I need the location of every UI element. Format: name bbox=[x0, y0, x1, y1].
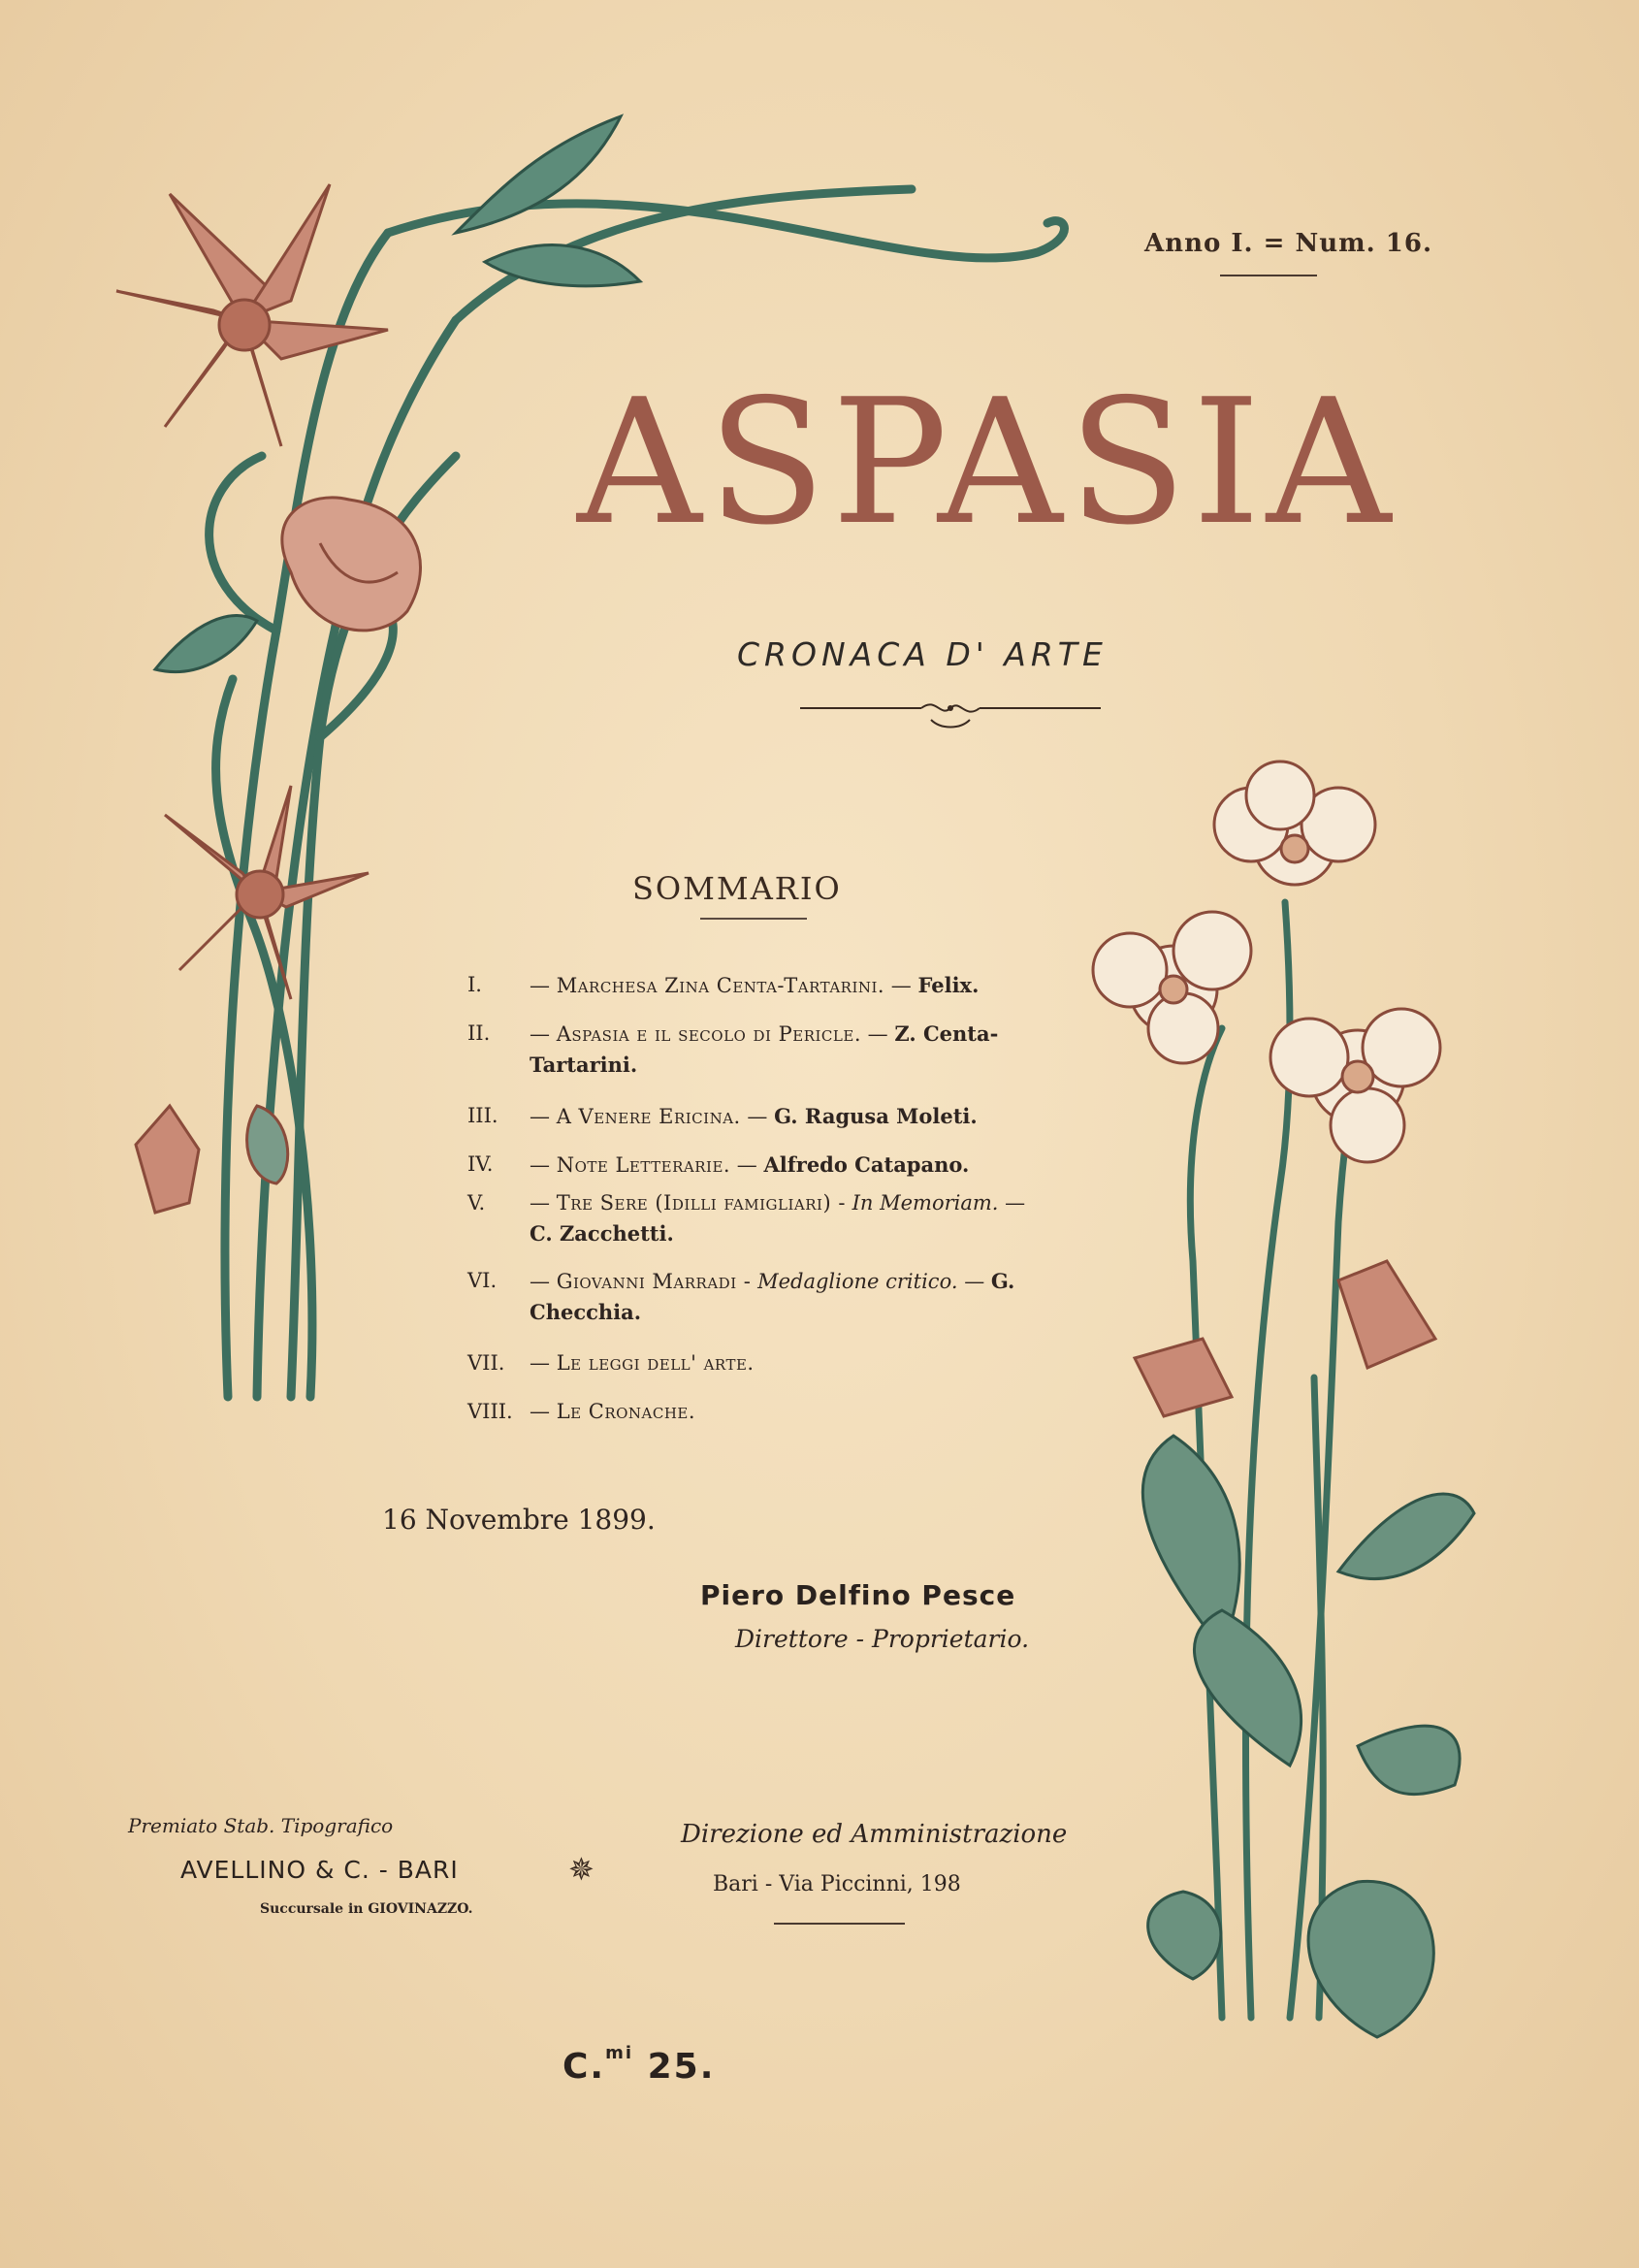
summary-heading: SOMMARIO bbox=[632, 870, 842, 907]
administration-address: Bari - Via Piccinni, 198 bbox=[713, 1872, 961, 1896]
summary-rule bbox=[700, 918, 807, 920]
toc-title: Note Letterarie. bbox=[556, 1153, 731, 1177]
toc-number: V. bbox=[467, 1191, 486, 1215]
printer-branch: Succursale in GIOVINAZZO. bbox=[260, 1901, 473, 1917]
toc-author: C. Zacchetti. bbox=[530, 1221, 674, 1246]
toc-note: Medaglione critico. bbox=[757, 1270, 958, 1293]
toc-title: Aspasia e il secolo di Pericle. bbox=[556, 1022, 861, 1046]
star-ornament-icon: ✵ bbox=[568, 1851, 595, 1888]
toc-author: Felix. bbox=[917, 973, 980, 997]
toc-author: G. Ragusa Moleti. bbox=[774, 1104, 978, 1128]
toc-title: Marchesa Zina Centa-Tartarini. bbox=[556, 974, 885, 997]
white-flower-left bbox=[1093, 912, 1251, 1063]
toc-title: Tre Sere (Idilli famigliari) - bbox=[556, 1191, 846, 1215]
masthead-title: ASPASIA bbox=[577, 362, 1398, 563]
white-flower-right bbox=[1270, 1009, 1440, 1162]
toc-author: Alfredo Catapano. bbox=[763, 1152, 970, 1177]
bell-flowers-right bbox=[1135, 1261, 1435, 1416]
issue-number: Anno I. = Num. 16. bbox=[1144, 229, 1432, 258]
toc-number: II. bbox=[467, 1021, 491, 1045]
director-role: Direttore - Proprietario. bbox=[735, 1625, 1030, 1653]
toc-number: VIII. bbox=[467, 1400, 513, 1423]
administration-rule bbox=[774, 1923, 905, 1925]
white-flower-top bbox=[1214, 761, 1375, 885]
price: C.$^{mi}$ 25. bbox=[562, 2043, 716, 2087]
masthead-subtitle: CRONACA D' ARTE bbox=[737, 635, 1108, 673]
issue-date: 16 Novembre 1899. bbox=[382, 1504, 656, 1536]
toc-number: VI. bbox=[467, 1269, 498, 1292]
printer-label: Premiato Stab. Tipografico bbox=[128, 1814, 394, 1837]
magazine-cover: Anno I. = Num. 16. ASPASIA CRONACA D' ARTE SOMMARIO I. — Marchesa Zina Centa-Tartarini. — Felix. II. — Aspasia e il secolo di Pericle. — Z. Centa-Tartarini. III. — A Venere Ericina. — G. Ragusa Moleti. IV. — Note Letterarie. — Alfredo Catapano. V. — Tre Sere (Idilli famigliari) - In Memoriam. — C. Zacchetti. VI. — Giovanni Marradi - Medaglione critico. — G. Checchia. VII. — Le leggi dell' arte. VIII. — Le Cronache. 16 Novembre 1899. Piero Delfino Pesce Direttore - Proprietario. Premiato Stab. Tipografico AVELLINO & C. - BARI Succursale in GIOVINAZZO. ✵ Direzione ed Amministrazione Bari - Via Piccinni, 198 C.$^{mi}$ 25. bbox=[0, 0, 1639, 2268]
toc-author: Z. Centa-Tartarini. bbox=[530, 1021, 999, 1077]
toc-number: IV. bbox=[467, 1152, 494, 1176]
toc-title: Giovanni Marradi - bbox=[556, 1270, 752, 1293]
toc-note: In Memoriam. bbox=[852, 1191, 999, 1215]
title-ornament bbox=[795, 687, 1106, 735]
toc-author: G. Checchia. bbox=[530, 1269, 1015, 1324]
toc-number: I. bbox=[467, 973, 482, 996]
leaves-right bbox=[1142, 1436, 1474, 2037]
issue-rule bbox=[1220, 275, 1317, 276]
toc-number: III. bbox=[467, 1104, 498, 1127]
toc-number: VII. bbox=[467, 1351, 505, 1375]
toc-title: A Venere Ericina. bbox=[556, 1105, 741, 1128]
printer-name: AVELLINO & C. - BARI bbox=[180, 1856, 459, 1884]
toc-title: Le leggi dell' arte. bbox=[556, 1351, 755, 1375]
administration-heading: Direzione ed Amministrazione bbox=[681, 1820, 1068, 1849]
toc-title: Le Cronache. bbox=[556, 1400, 696, 1423]
director-name: Piero Delfino Pesce bbox=[700, 1579, 1016, 1611]
